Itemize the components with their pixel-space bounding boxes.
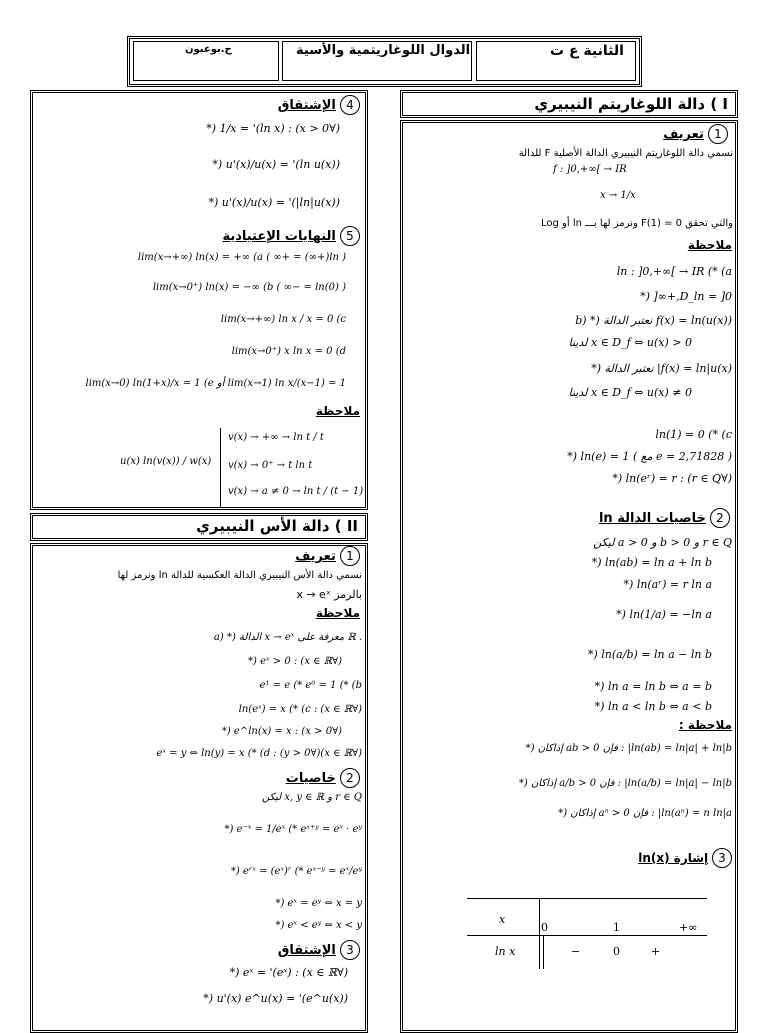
exp-property: eˣ = eʸ ⇔ x = y (*: [275, 898, 362, 909]
ln-properties-intro: r ∈ Q و b > 0 و a > 0 ليكن: [593, 536, 732, 549]
number-badge: 3: [712, 848, 732, 868]
exp-derivative-line: (e^u(x))' = u'(x) e^u(x) (*: [203, 992, 348, 1005]
exp-note-line: (∀x > 0) : e^ln(x) = x (*: [221, 726, 342, 737]
exp-properties-intro: r ∈ Q و x, y ∈ ℝ ليكن: [261, 792, 362, 803]
exp-derivative-title: الإشتقاق: [277, 943, 336, 958]
exp-derivative-heading: [220, 940, 360, 960]
ln-note-line: x ∈ D_f ⇔ u(x) ≠ 0 لدينا: [568, 386, 692, 399]
ln-property: ln a = ln b ⇔ a = b (*: [594, 680, 712, 693]
sign-table-row-divider: [467, 935, 707, 936]
exp-definition-title: تعريف: [295, 549, 336, 564]
exp-properties-title: خاصيات: [285, 771, 336, 786]
ln-note-line: D_ln = ]0,+∞[ (*: [640, 290, 732, 303]
ln-limit-line: ( ln(+∞) = +∞ ) lim(x→+∞) ln(x) = +∞ (a: [137, 252, 346, 263]
exp-definition-text2: بالرمز x → eˣ: [296, 588, 362, 601]
ln-limits-note-brace: [220, 428, 221, 508]
ln-note2-line: ln(aⁿ) = n ln|a| : فإن aⁿ > 0 إذاكان (*: [558, 808, 732, 819]
ln-property: ln(a/b) = ln a − ln b (*: [587, 648, 712, 661]
ln-limits-note-case: v(x) → 0⁺ → t ln t: [228, 460, 313, 471]
sign-table-sign-zero: 0: [613, 945, 620, 958]
header-author: ح.بوعبون: [185, 44, 232, 55]
ln-section-title: I ) دالة اللوغاريتم النيبيري: [534, 95, 728, 113]
exp-note-line: . ℝ معرفة على x → eˣ الدالة (* (a: [213, 632, 362, 643]
right-body-frame: [400, 120, 738, 1033]
ln-sign-heading: [560, 848, 732, 868]
ln-limits-note-case: v(x) → +∞ → ln t / t: [228, 432, 324, 443]
ln-property: ln a < ln b ⇔ a < b (*: [594, 700, 712, 713]
ln-properties-title: خاصيات الدالة ln: [598, 511, 706, 526]
exp-note-title: ملاحظة: [315, 606, 360, 620]
ln-limits-note-expr: u(x) ln(v(x)) / w(x): [120, 456, 212, 467]
ln-note2-title: ملاحظة :: [678, 718, 732, 732]
ln-sign-title: إشارة ln(x): [638, 851, 709, 865]
number-badge: 4: [340, 95, 360, 115]
ln-property: ln(1/a) = −ln a (*: [616, 608, 712, 621]
number-badge: 3: [340, 940, 360, 960]
sign-table-f-label: ln x: [495, 945, 516, 958]
ln-note-line: ln(1) = 0 (* (c: [655, 428, 732, 441]
ln-limits-title: النهايات الإعتيادية: [222, 229, 336, 244]
exp-note-line: (∀x ∈ ℝ) : ln(eˣ) = x (* (c: [238, 704, 362, 715]
ln-note-line: x ∈ D_f ⇔ u(x) > 0 لدينا: [568, 336, 692, 349]
exp-section-title: II ) دالة الأس النيبيري: [196, 517, 358, 535]
exp-property: eˣ < eʸ ⇔ x < y (*: [275, 920, 362, 931]
exp-properties-heading: [220, 768, 360, 788]
number-badge: 5: [340, 226, 360, 246]
exp-derivative-line: (∀x ∈ ℝ) : (eˣ)' = eˣ (*: [229, 966, 348, 979]
header-title: الدوال اللوغاريتمية والأسية: [296, 43, 471, 58]
ln-limits-note-case: v(x) → a ≠ 0 → ln t / (t − 1): [228, 486, 364, 497]
exp-definition-heading: [220, 546, 360, 566]
ln-limit-line: lim(x→0⁺) x ln x = 0 (d: [231, 346, 346, 357]
ln-definition-title: تعريف: [663, 127, 704, 142]
ln-definition-text2: والتي تحقق F(1) = 0 ونرمز لها بـــ ln أو Log: [541, 218, 733, 229]
number-badge: 1: [340, 546, 360, 566]
ln-derivative-line: (∀x > 0) : (ln x)' = 1/x (*: [206, 122, 340, 135]
ln-derivative-heading: [200, 95, 360, 115]
ln-limit-line: lim(x→1) ln x/(x−1) = 1 أو lim(x→0) ln(1+x)/x = 1 (e: [85, 378, 346, 389]
left-top-frame: [30, 90, 368, 510]
sign-table-zero-bar: [539, 935, 544, 969]
ln-limits-heading: [180, 226, 360, 246]
ln-property: ln(ab) = ln a + ln b (*: [591, 556, 712, 569]
sign-table-x-label: x: [499, 913, 506, 926]
ln-note2-line: ln(a/b) = ln|a| − ln|b| : فإن a/b > 0 إذاكان (*: [518, 778, 732, 789]
number-badge: 2: [710, 508, 730, 528]
ln-limit-line: ( ln(0) = −∞ ) lim(x→0⁺) ln(x) = −∞ (b: [152, 282, 346, 293]
ln-limits-note-title: ملاحظة: [315, 404, 360, 418]
ln-note-title: ملاحظة: [687, 238, 732, 252]
sign-table-x2: +∞: [679, 921, 698, 934]
ln-note-line: ( e = 2,71828 مع ) ln(e) = 1 (*: [567, 450, 732, 463]
ln-property: ln(aʳ) = r ln a (*: [623, 578, 712, 591]
exp-property: eʳˣ = (eˣ)ʳ (* eˣ⁻ʸ = eˣ/eʸ (*: [230, 866, 362, 877]
sign-table: [467, 898, 707, 969]
exp-note-line: (∀x ∈ ℝ)(∀y > 0) : eˣ = y ⇔ ln(y) = x (* (d: [156, 748, 362, 759]
ln-derivative-line: (ln|u(x)|)' = u'(x)/u(x) (*: [208, 196, 340, 209]
ln-definition-text: نسمي دالة اللوغاريتم النيبيري الدالة الأصلية F للدالة: [518, 148, 733, 159]
ln-note-line: ln : ]0,+∞[ → IR (* (a: [616, 265, 732, 278]
sign-table-sign-neg: −: [571, 945, 581, 958]
ln-definition-map: x → 1/x: [600, 190, 636, 201]
ln-limit-line: lim(x→+∞) ln x / x = 0 (c: [220, 314, 346, 325]
number-badge: 2: [340, 768, 360, 788]
exp-property: e⁻ˣ = 1/eˣ (* eˣ⁺ʸ = eˣ · eʸ (*: [224, 824, 362, 835]
exp-note-line: (∀x ∈ ℝ) : eˣ > 0 (*: [248, 656, 342, 667]
ln-definition-function: f : ]0,+∞[ → IR: [553, 164, 627, 175]
sign-table-sign-pos: +: [651, 945, 661, 958]
exp-definition-text: نسمي دالة الأس النيبيري الدالة العكسية للدالة ln ونرمز لها: [117, 570, 362, 581]
exp-note-line: e¹ = e (* e⁰ = 1 (* (b: [259, 680, 362, 691]
ln-derivative-title: الإشتقاق: [277, 98, 336, 113]
ln-note2-line: ln(ab) = ln|a| + ln|b| : فإن ab > 0 إذاكان (*: [525, 743, 732, 754]
ln-note-line: f(x) = ln(u(x)) نعتبر الدالة (* (b: [575, 314, 732, 327]
sign-table-x1: 1: [613, 921, 620, 934]
ln-note-line: (∀r ∈ Q) : ln(eʳ) = r (*: [612, 472, 732, 485]
sign-table-x0: 0: [541, 921, 548, 934]
number-badge: 1: [708, 124, 728, 144]
header-level: الثانية ع ت: [550, 43, 624, 59]
ln-derivative-line: (ln u(x))' = u'(x)/u(x) (*: [212, 158, 340, 171]
ln-properties-heading: [540, 508, 730, 528]
ln-definition-heading: [560, 124, 728, 144]
ln-note-line: f(x) = ln|u(x)| نعتبر الدالة (*: [591, 362, 732, 375]
